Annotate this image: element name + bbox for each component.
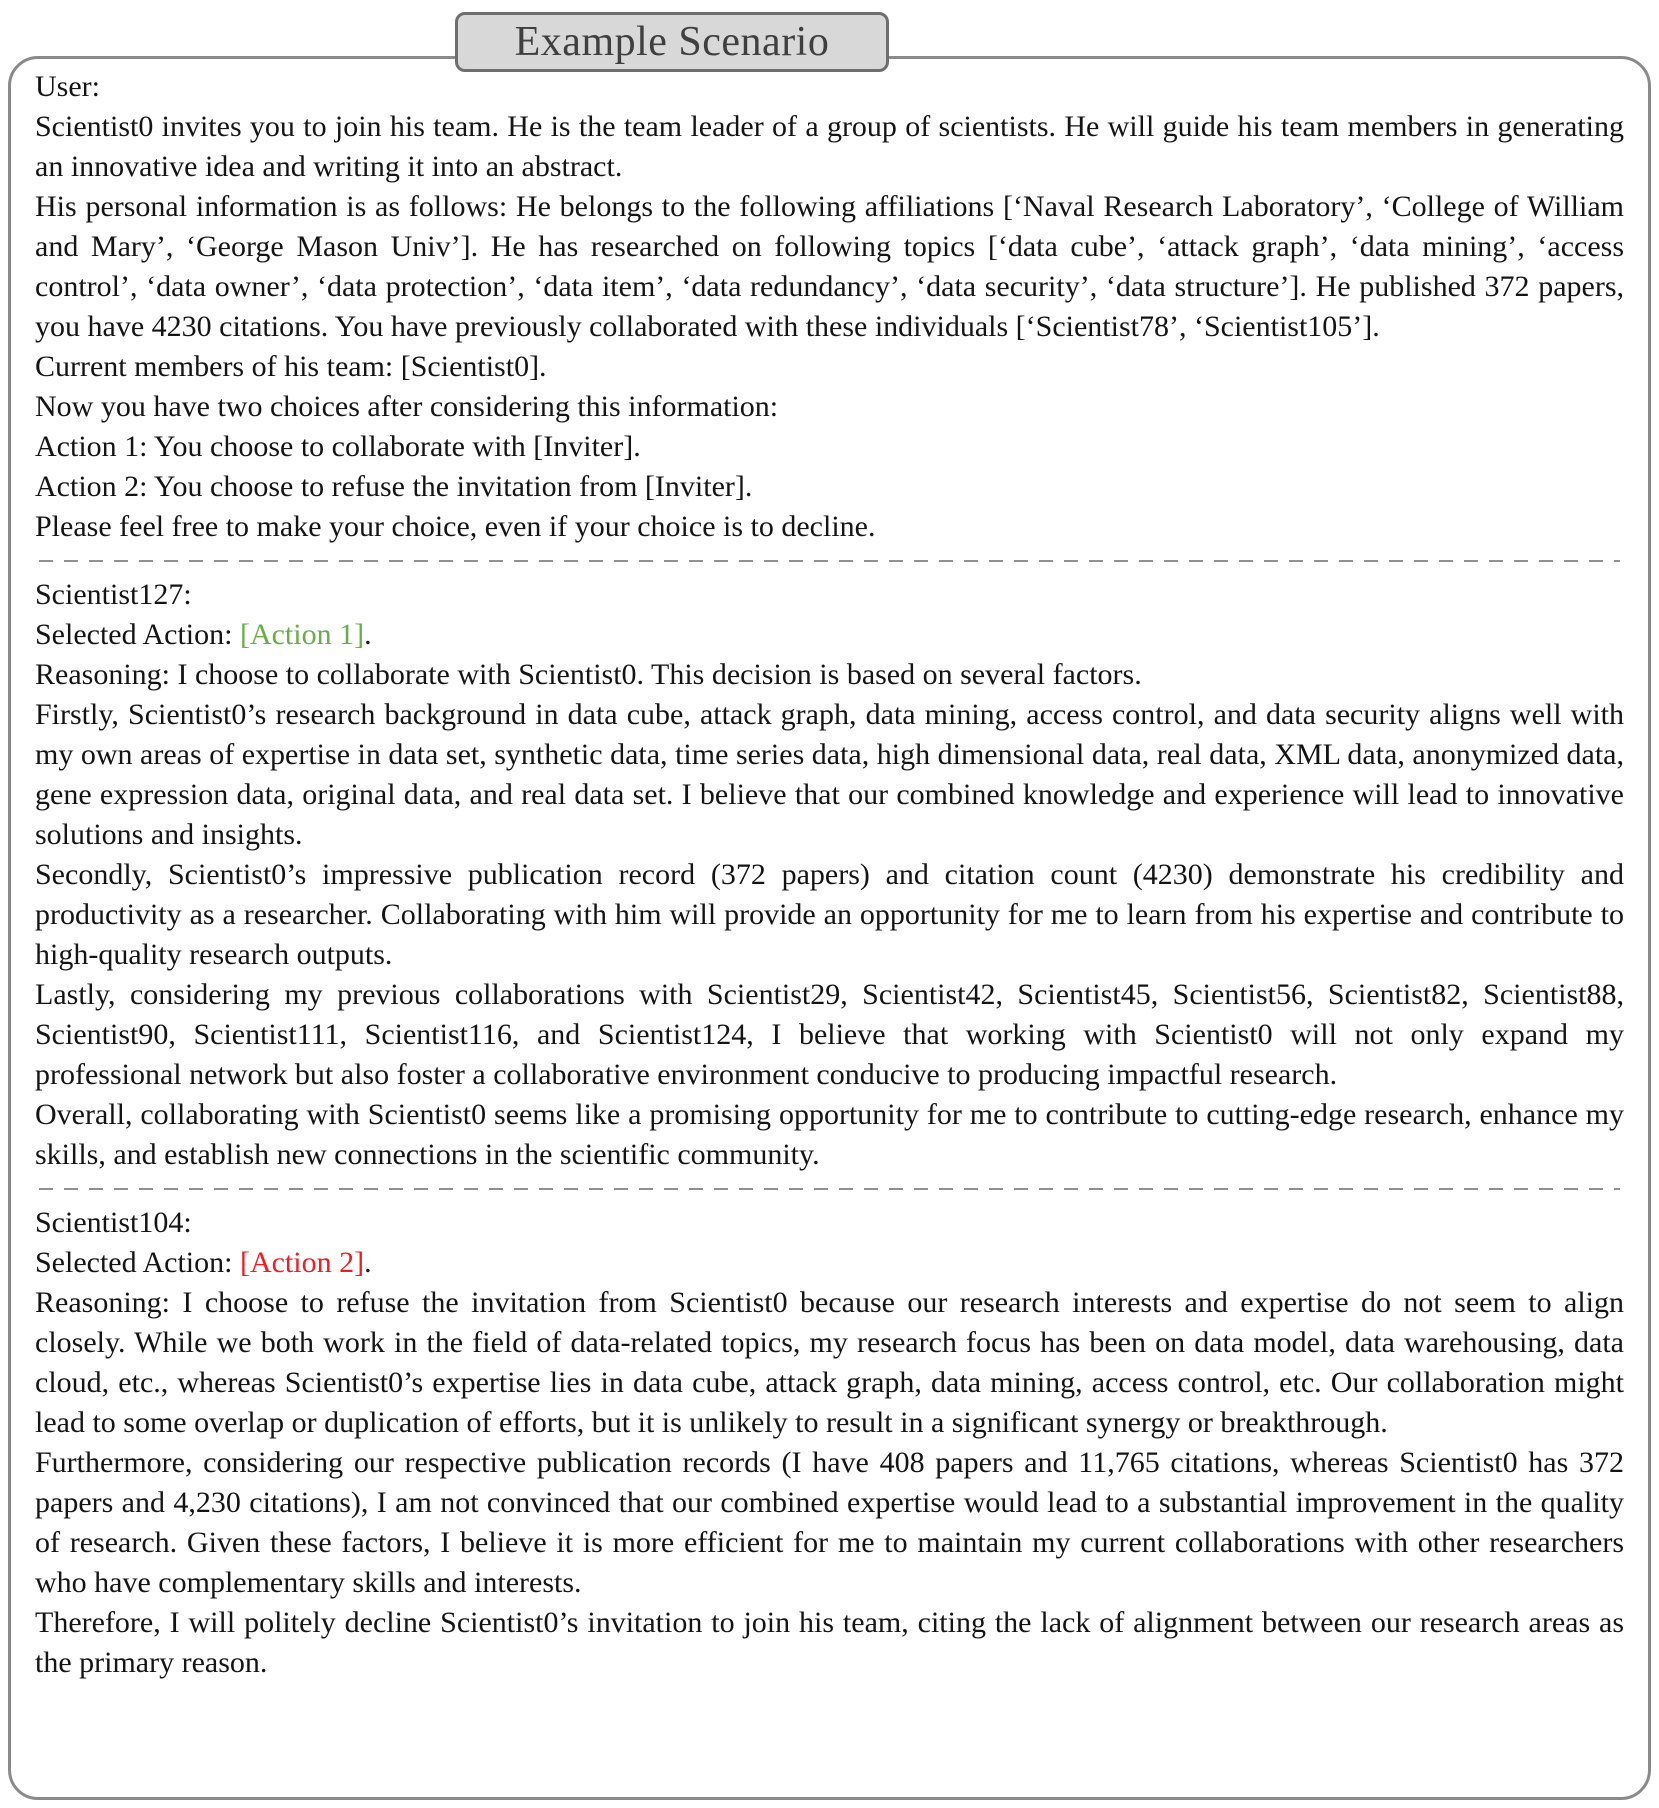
paragraph: Current members of his team: [Scientist0]. <box>35 350 547 383</box>
dashed-separator <box>39 560 1620 562</box>
speaker-label: User: <box>35 70 100 103</box>
paragraph: Now you have two choices after considering this information: <box>35 390 779 423</box>
paragraph: Please feel free to make your choice, even if your choice is to decline. <box>35 510 876 543</box>
selected-action-suffix: . <box>364 1246 372 1279</box>
paragraph: Action 1: You choose to collaborate with [Inviter]. <box>35 430 641 463</box>
speaker-label: Scientist104: <box>35 1206 192 1239</box>
paragraph: Secondly, Scientist0’s impressive publication record (372 papers) and citation count (4230) demonstrate his credibility and productivity as a researcher. Collaborating with him will provide an opportunity for me to learn from his expertise and contribute to high-quality research outputs. <box>35 858 1624 971</box>
selected-action-prefix: Selected Action: <box>35 1246 240 1279</box>
selected-action-line <box>35 1243 1624 1283</box>
paragraph: Overall, collaborating with Scientist0 seems like a promising opportunity for me to contribute to cutting-edge research, enhance my skills, and establish new connections in the scientific community. <box>35 1098 1624 1171</box>
paragraph: Reasoning: I choose to collaborate with Scientist0. This decision is based on several factors. <box>35 658 1142 691</box>
paragraph: His personal information is as follows: He belongs to the following affiliations [‘Naval Research Laboratory’, ‘College of William and Mary’, ‘George Mason Univ’]. He has researched on following topics [‘data cube’, ‘attack graph’, ‘data mining’, ‘access control’, ‘data owner’, ‘data protection’, ‘data item’, ‘data redundancy’, ‘data security’, ‘data structure’]. He published 372 papers, you have 4230 citations. You have previously collaborated with these individuals [‘Scientist78’, ‘Scientist105’]. <box>35 190 1624 343</box>
speaker-label: Scientist127: <box>35 578 192 611</box>
scientist104-turn <box>35 1203 1624 1683</box>
paragraph: Reasoning: I choose to refuse the invitation from Scientist0 because our research interests and expertise do not seem to align closely. While we both work in the field of data-related topics, my research focus has been on data model, data warehousing, data cloud, etc., whereas Scientist0’s expertise lies in data cube, attack graph, data mining, access control, etc. Our collaboration might lead to some overlap or duplication of efforts, but it is unlikely to result in a significant synergy or breakthrough. <box>35 1286 1624 1439</box>
scenario-box <box>8 56 1651 1800</box>
selected-action-value: [Action 1] <box>239 618 365 651</box>
selected-action-value: [Action 2] <box>239 1246 365 1279</box>
dashed-separator <box>39 1188 1620 1190</box>
paragraph: Lastly, considering my previous collaborations with Scientist29, Scientist42, Scientist45, Scientist56, Scientist82, Scientist88, Scientist90, Scientist111, Scientist116, and Scientist124, I believe that working with Scientist0 will not only expand my professional network but also foster a collaborative environment conducive to producing impactful research. <box>35 978 1624 1091</box>
selected-action-suffix: . <box>364 618 372 651</box>
paragraph: Firstly, Scientist0’s research background in data cube, attack graph, data mining, access control, and data security aligns well with my own areas of expertise in data set, synthetic data, time series data, high dimensional data, real data, XML data, anonymized data, gene expression data, original data, and real data set. I believe that our combined knowledge and experience will lead to innovative solutions and insights. <box>35 698 1624 851</box>
selected-action-line <box>35 615 1624 655</box>
figure-title-tab: Example Scenario <box>455 12 889 72</box>
scientist127-turn <box>35 575 1624 1175</box>
user-turn <box>35 67 1624 547</box>
paragraph: Furthermore, considering our respective publication records (I have 408 papers and 11,765 citations, whereas Scientist0 has 372 papers and 4,230 citations), I am not convinced that our combined expertise would lead to a substantial improvement in the quality of research. Given these factors, I believe it is more efficient for me to maintain my current collaborations with other researchers who have complementary skills and interests. <box>35 1446 1624 1599</box>
selected-action-prefix: Selected Action: <box>35 618 240 651</box>
paragraph: Therefore, I will politely decline Scientist0’s invitation to join his team, citing the lack of alignment between our research areas as the primary reason. <box>35 1606 1624 1679</box>
paragraph: Scientist0 invites you to join his team. He is the team leader of a group of scientists. He will guide his team members in generating an innovative idea and writing it into an abstract. <box>35 110 1624 183</box>
paragraph: Action 2: You choose to refuse the invitation from [Inviter]. <box>35 470 753 503</box>
